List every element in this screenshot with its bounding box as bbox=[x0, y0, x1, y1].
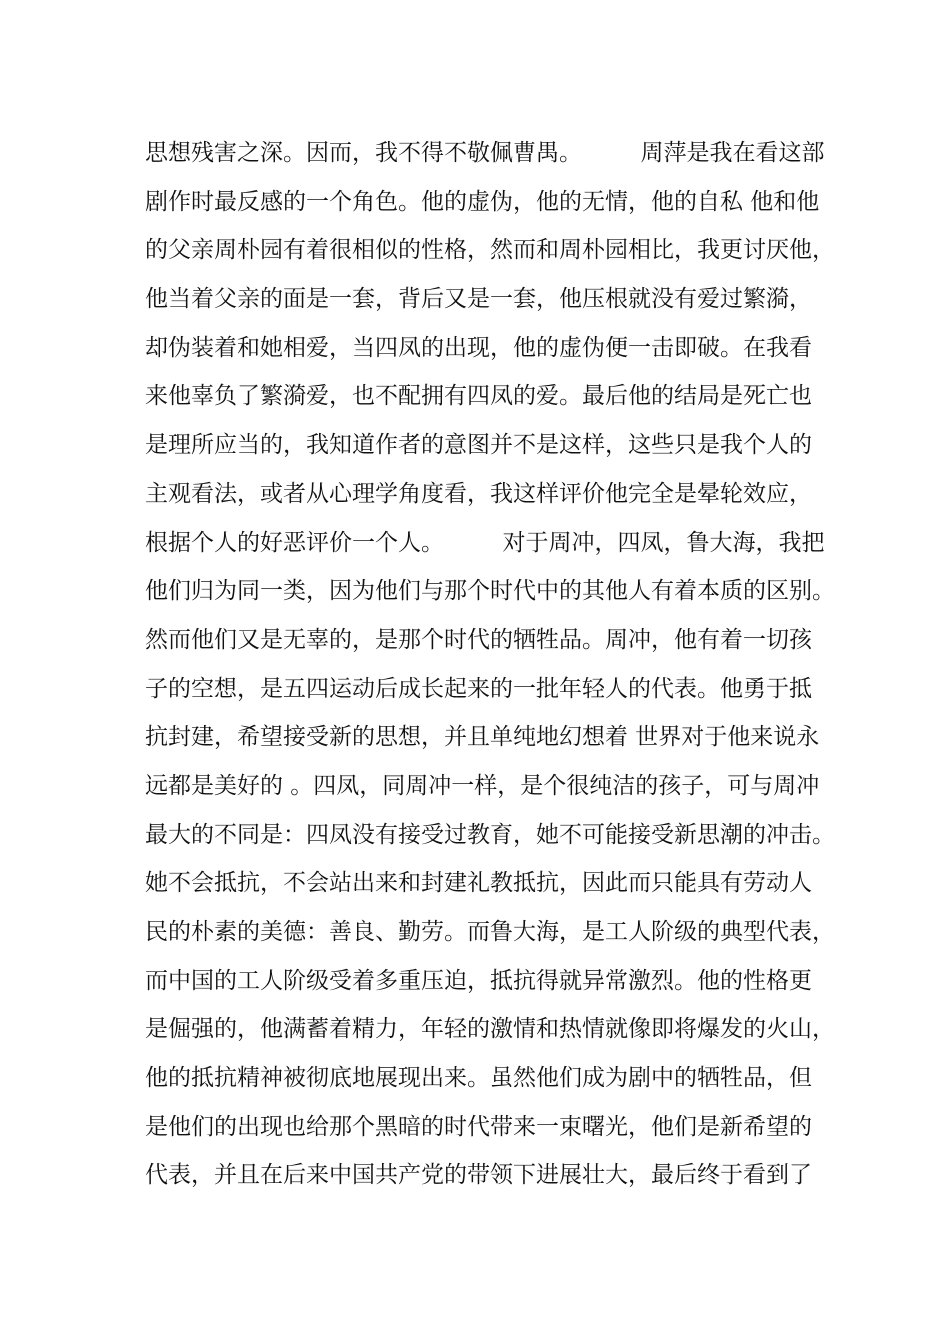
text-line: 他的抵抗精神被彻底地展现出来。虽然他们成为剧中的牺牲品，但 bbox=[145, 1065, 812, 1092]
text-line: 子的空想，是五四运动后成长起来的一批年轻人的代表。他勇于抵 bbox=[145, 675, 812, 702]
text-line: 根据个人的好恶评价一个人。 对于周冲，四凤，鲁大海，我把 bbox=[145, 529, 825, 556]
text-line: 思想残害之深。因而，我不得不敬佩曹禺。 周萍是我在看这部 bbox=[145, 140, 825, 166]
text-line: 远都是美好的 。四凤，同周冲一样，是个很纯洁的孩子，可与周冲 bbox=[145, 772, 820, 799]
text-line: 剧作时最反感的一个角色。他的虚伪，他的无情，他的自私 他和他 bbox=[145, 188, 820, 215]
text-line: 抗封建，希望接受新的思想，并且单纯地幻想着 世界对于他来说永 bbox=[145, 724, 820, 751]
text-line: 她不会抵抗，不会站出来和封建礼教抵抗，因此而只能具有劳动人 bbox=[145, 870, 812, 897]
text-line: 是理所应当的，我知道作者的意图并不是这样，这些只是我个人的 bbox=[145, 432, 812, 459]
text-line: 最大的不同是：四凤没有接受过教育，她不可能接受新思潮的冲击。 bbox=[145, 821, 835, 848]
text-line: 民的朴素的美德：善良、勤劳。而鲁大海，是工人阶级的典型代表， bbox=[145, 919, 835, 945]
text-line: 来他辜负了繁漪爱，也不配拥有四凤的爱。最后他的结局是死亡也 bbox=[145, 383, 812, 410]
text-line: 他们归为同一类，因为他们与那个时代中的其他人有着本质的区别。 bbox=[145, 578, 835, 605]
text-line: 然而他们又是无辜的，是那个时代的牺牲品。周冲，他有着一切孩 bbox=[145, 626, 812, 653]
body-text bbox=[145, 129, 835, 1200]
text-line: 是倔强的，他满蓄着精力，年轻的激情和热情就像即将爆发的火山， bbox=[145, 1016, 835, 1043]
text-line: 代表，并且在后来中国共产党的带领下进展壮大，最后终于看到了 bbox=[145, 1162, 812, 1189]
text-line: 主观看法，或者从心理学角度看，我这样评价他完全是晕轮效应， bbox=[145, 480, 812, 507]
text-line: 的父亲周朴园有着很相似的性格，然而和周朴园相比，我更讨厌他， bbox=[145, 237, 835, 264]
text-line: 却伪装着和她相爱，当四凤的出现，他的虚伪便一击即破。在我看 bbox=[145, 334, 812, 361]
text-line: 是他们的出现也给那个黑暗的时代带来一束曙光，他们是新希望的 bbox=[145, 1113, 812, 1140]
text-line: 他当着父亲的面是一套，背后又是一套，他压根就没有爱过繁漪， bbox=[145, 286, 812, 313]
text-line: 而中国的工人阶级受着多重压迫，抵抗得就异常激烈。他的性格更 bbox=[145, 967, 812, 994]
